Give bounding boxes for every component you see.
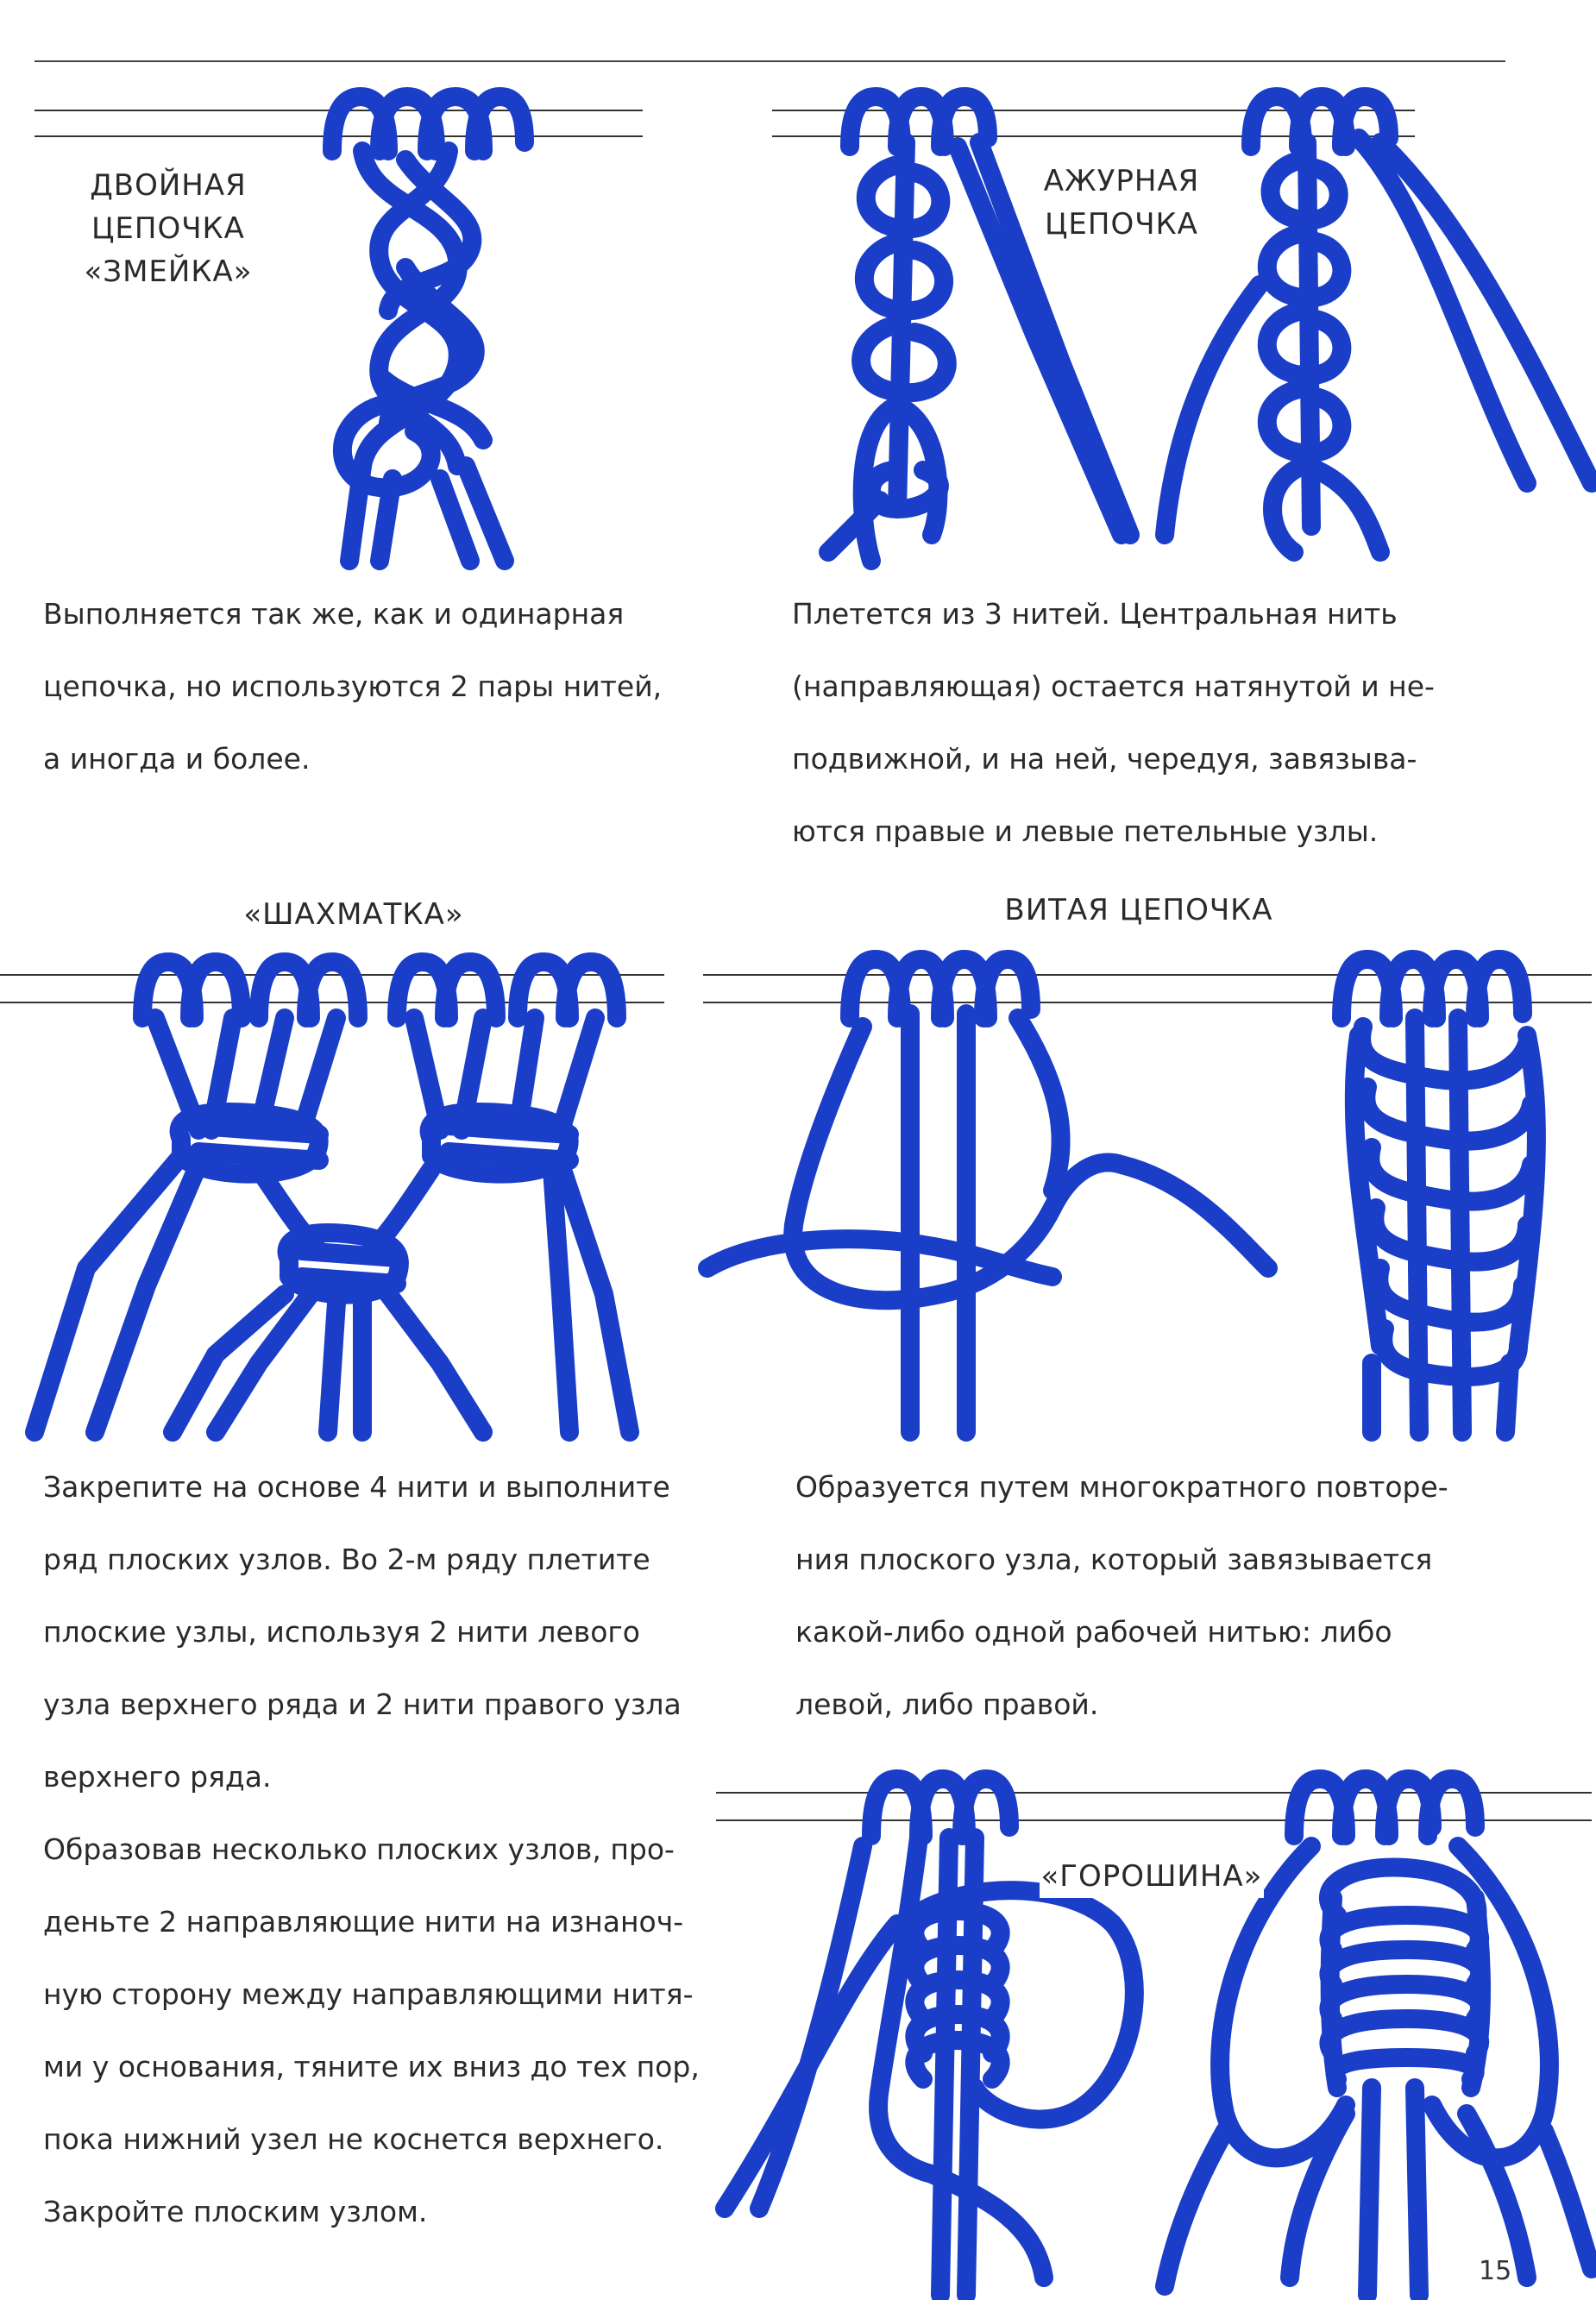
caption-line: «ГОРОШИНА» [1040,1859,1263,1894]
text-line: ния плоского узла, который завязывается [795,1543,1433,1576]
description-openwork-chain [792,578,1435,868]
text-line: ряд плоских узлов. Во 2-м ряду плетите [43,1543,650,1576]
caption-pea [1040,1855,1264,1898]
text-line: верхнего ряда. [43,1760,272,1794]
chessboard-illustration [0,962,664,1432]
text-line: Закройте плоским узлом. [43,2195,428,2228]
caption-line: АЖУРНАЯ [1043,164,1200,198]
caption-twisted-chain [992,889,1285,932]
text-line: подвижной, и на ней, чередуя, завязыва- [792,742,1417,776]
caption-double-chain [78,164,259,293]
caption-line: «ЗМЕЙКА» [84,255,253,289]
caption-line: ДВОЙНАЯ [90,168,247,203]
caption-openwork-chain [1022,160,1221,246]
caption-chessboard [233,893,474,936]
caption-line: ЦЕПОЧКА [1045,207,1198,242]
text-line: (направляющая) остается натянутой и не- [792,669,1435,703]
page-number: 15 [1479,2256,1512,2286]
caption-line: «ШАХМАТКА» [243,897,464,932]
text-line: Плетется из 3 нитей. Центральная нить [792,597,1398,631]
caption-line: ЦЕПОЧКА [91,211,245,246]
text-line: цепочка, но используются 2 пары нитей, [43,669,663,703]
text-line: Образуется путем многократного повторе- [795,1470,1448,1504]
text-line: узла верхнего ряда и 2 нити правого узла [43,1687,682,1721]
twisted-chain-illustration [703,959,1592,1432]
text-line: ную сторону между направляющими нитя- [43,1977,694,2011]
text-line: Закрепите на основе 4 нити и выполните [43,1470,670,1504]
text-line: ются правые и левые петельные узлы. [792,814,1379,848]
description-chessboard [43,1451,700,2248]
text-line: левой, либо правой. [795,1687,1099,1721]
description-double-chain [43,578,662,795]
text-line: какой-либо одной рабочей нитью: либо [795,1615,1392,1649]
text-line: а иногда и более. [43,742,311,776]
text-line: деньте 2 направляющие нити на изнаноч- [43,1905,684,1939]
text-line: плоские узлы, используя 2 нити левого [43,1615,640,1649]
caption-line: ВИТАЯ ЦЕПОЧКА [1004,893,1273,927]
text-line: ми у основания, тяните их вниз до тех пор, [43,2050,700,2083]
text-line: Образовав несколько плоских узлов, про- [43,1832,675,1866]
text-line: пока нижний узел не коснется верхнего. [43,2122,664,2156]
description-twisted-chain [795,1451,1448,1741]
text-line: Выполняется так же, как и одинарная [43,597,625,631]
